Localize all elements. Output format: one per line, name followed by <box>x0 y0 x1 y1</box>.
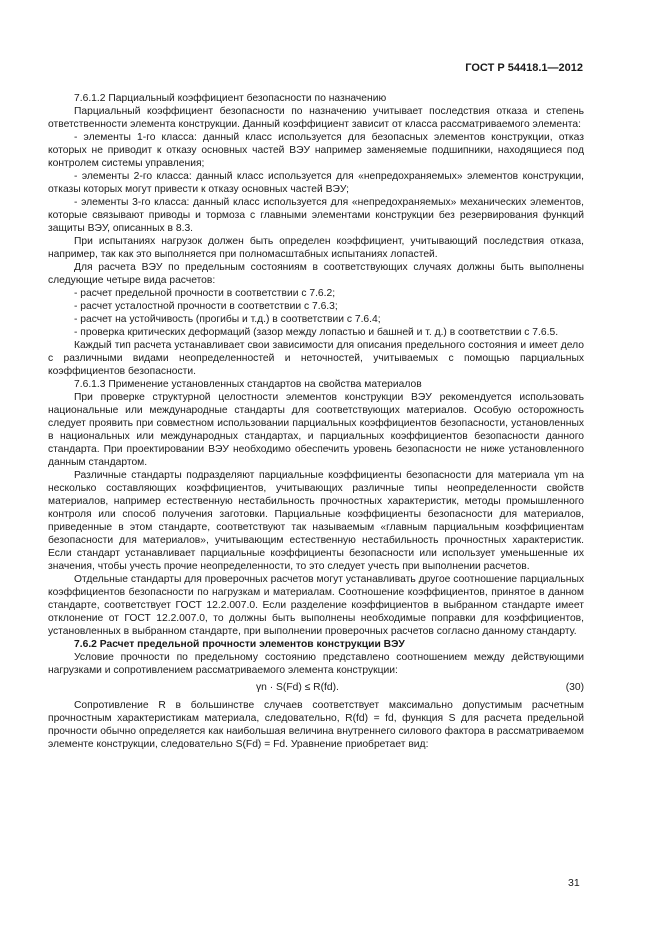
section-heading-7-6-1-2: 7.6.1.2 Парциальный коэффициент безопасности по назначению <box>74 93 387 104</box>
paragraph: Различные стандарты подразделяют парциальные коэффициенты безопасности для материала γm на несколько составляющих коэффициентов, учитывающих различные типы неопределенности свойств материалов, например естественную нестабильность прочностных характеристик, методы промышленного контроля или способ получения заготовки. Парциальные коэффициенты безопасности для материалов, приведенные в этом стандарте, соответствуют так называемым «главным парциальным коэффициентам безопасности для материалов», учитывающим естественную нестабильность прочностных характеристик. Если стандарт устанавливает парциальные коэффициенты безопасности или использует уменьшенные их значения, чтобы учесть прочие неопределенности, то это следует учесть при выполнении расчетов. <box>48 470 584 572</box>
list-item: - проверка критических деформаций (зазор между лопастью и башней и т. д.) в соответствии с 7.6.5. <box>74 327 559 338</box>
list-item: - элементы 3-го класса: данный класс используется для «непредохраняемых» механических элементов, которые связывают приводы и тормоза с главными элементами конструкции без резервирования функций защиты ВЭУ, описанных в 8.3. <box>48 197 584 234</box>
list-item: - расчет усталостной прочности в соответствии с 7.6.3; <box>74 301 338 312</box>
paragraph: Для расчета ВЭУ по предельным состояниям в соответствующих случаях должны быть выполнены следующие четыре вида расчетов: <box>48 262 584 286</box>
paragraph: Парциальный коэффициент безопасности по назначению учитывает последствия отказа и степень ответственности элемента конструкции. Данный коэффициент зависит от класса рассматриваемого элемента: <box>48 106 584 130</box>
paragraph: При проверке структурной целостности элементов конструкции ВЭУ рекомендуется использовать национальные или международные стандарты для соответствующих материалов. Особую осторожность следует проявить при совместном использовании парциальных коэффициентов безопасности, установленных в национальных или международных стандартах, и парциальных коэффициентов безопасности данного стандарта. При проектировании ВЭУ необходимо обеспечить уровень безопасности не ниже установленного данным стандартом. <box>48 392 584 468</box>
paragraph: Отдельные стандарты для проверочных расчетов могут устанавливать другое соотношение парциальных коэффициентов безопасности по нагрузкам и материалам. Соотношение коэффициентов, принятое в данном стандарте, соответствует ГОСТ 12.2.007.0. Если разделение коэффициентов в выбранном стандарте имеет отклонение от ГОСТ 12.2.007.0, то должны быть выполнены необходимые поправки для коэффициентов, установленных в выбранном стандарте, при выполнении проверочных расчетов согласно данному стандарту. <box>48 574 584 637</box>
page-number: 31 <box>568 877 580 889</box>
list-item: - расчет на устойчивость (прогибы и т.д.) в соответствии с 7.6.4; <box>74 314 381 325</box>
paragraph: Условие прочности по предельному состоянию представлено соотношением между действующими нагрузками и сопротивлением рассматриваемого элемента конструкции: <box>48 652 584 676</box>
formula-expression: γn · S(Fd) ≤ R(fd). <box>256 682 339 693</box>
formula-number: (30) <box>565 682 584 693</box>
section-heading-7-6-2: 7.6.2 Расчет предельной прочности элементов конструкции ВЭУ <box>74 639 405 650</box>
paragraph: Сопротивление R в большинстве случаев соответствует максимально допустимым расчетным прочностным характеристикам материала, следовательно, R(fd) = fd, функция S для расчета предельной прочности обычно определяется как наибольшая величина внутреннего силового фактора в рассматриваемом элементе конструкции, следовательно S(Fd) = Fd. Уравнение приобретает вид: <box>48 700 584 750</box>
document-body <box>48 92 584 751</box>
list-item: - элементы 1-го класса: данный класс используется для безопасных элементов конструкции, отказ которых не приводит к отказу основных частей ВЭУ например заменяемые подшипники, находящиеся под контролем системы управления; <box>48 132 584 169</box>
paragraph: При испытаниях нагрузок должен быть определен коэффициент, учитывающий последствия отказа, например, так как это выполняется при полномасштабных испытаниях лопастей. <box>48 236 584 260</box>
formula-30 <box>48 680 584 696</box>
paragraph: Каждый тип расчета устанавливает свои зависимости для описания предельного состояния и имеет дело с различными видами неопределенностей и неточностей, учитываемых с помощью парциальных коэффициентов безопасности. <box>48 340 584 377</box>
list-item: - элементы 2-го класса: данный класс используется для «непредохраняемых» элементов конструкции, отказы которых могут привести к отказу основных частей ВЭУ; <box>48 171 584 195</box>
document-header: ГОСТ Р 54418.1—2012 <box>465 62 583 74</box>
section-heading-7-6-1-3: 7.6.1.3 Применение установленных стандартов на свойства материалов <box>74 379 422 390</box>
list-item: - расчет предельной прочности в соответствии с 7.6.2; <box>74 288 336 299</box>
